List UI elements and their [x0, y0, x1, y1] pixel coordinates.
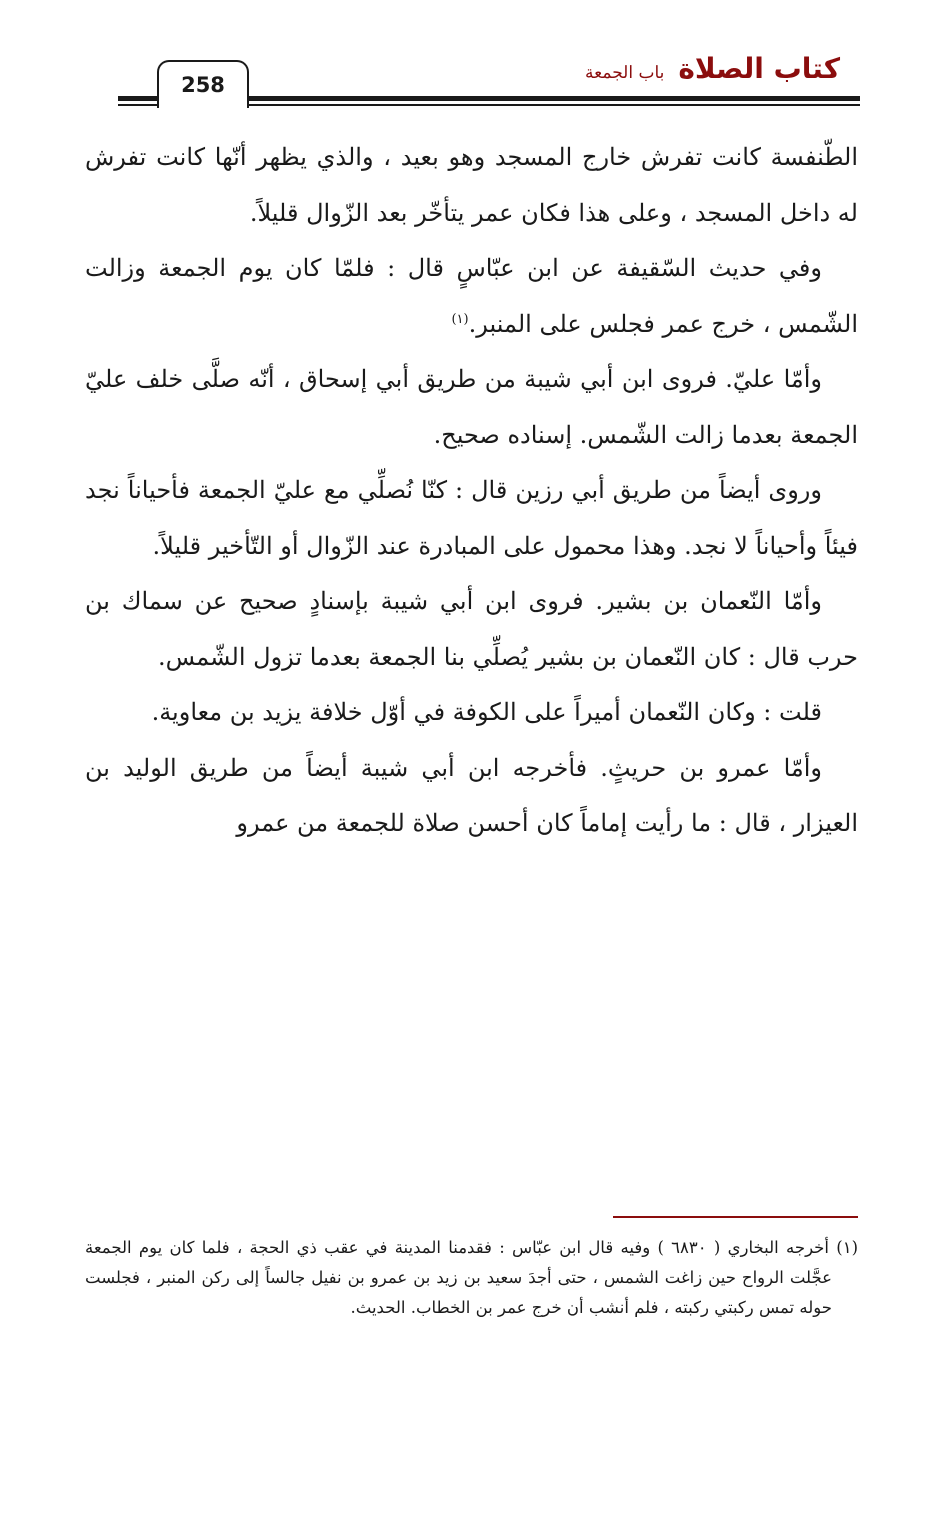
paragraph-6: قلت : وكان النّعمان أميراً على الكوفة في أوّل خلافة يزيد بن معاوية. [151, 698, 822, 726]
page-number: 258 [157, 60, 249, 108]
paragraph-2: وفي حديث السّقيفة عن ابن عبّاسٍ قال : فلمّا كان يوم الجمعة وزالت الشّمس ، خرج عمر فجلس على المنبر.$^{(١)}$ [85, 254, 858, 338]
paragraph-3: وأمّا عليّ. فروى ابن أبي شيبة من طريق أبي إسحاق ، أنّه صلَّى خلف عليّ الجمعة بعدما زالت الشّمس. إسناده صحيح. [85, 365, 858, 449]
paragraph-7: وأمّا عمرو بن حريثٍ. فأخرجه ابن أبي شيبة أيضاً من طريق الوليد بن العيزار ، قال : ما رأيت إماماً كان أحسن صلاة للجمعة من عمرو [85, 753, 858, 837]
main-text [85, 130, 858, 852]
page-header [0, 0, 945, 112]
footnotes [85, 1233, 858, 1323]
footnote-ref: (١) [451, 311, 469, 327]
footnote-separator [613, 1216, 858, 1218]
paragraph-4: وروى أيضاً من طريق أبي رزين قال : كنّا نُصلِّي مع عليّ الجمعة فأحياناً نجد فيئاً وأحياناً لا نجد. وهذا محمول على المبادرة عند الزّوال أو التّأخير قليلاً. [85, 476, 858, 560]
footnote-1: (١) أخرجه البخاري ( ٦٨٣٠ ) وفيه قال ابن عبّاس : فقدمنا المدينة في عقب ذي الحجة ، فلما كان يوم الجمعة عجَّلت الرواح حين زاغت الشمس ، حتى أجدَ سعيد بن زيد بن عمرو بن نفيل جالساً إلى ركن المنبر ، فجلست حوله تمس ركبتي ركبته ، فلم أنشب أن خرج عمر بن الخطاب. الحديث. [85, 1238, 858, 1317]
running-head [585, 52, 840, 85]
chapter-title: باب الجمعة [585, 63, 665, 83]
paragraph-5: وأمّا النّعمان بن بشير. فروى ابن أبي شيبة بإسنادٍ صحيح عن سماك بن حرب قال : كان النّعمان بن بشير يُصلِّي بنا الجمعة بعدما تزول الشّمس. [85, 587, 858, 671]
paragraph-1: الطّنفسة كانت تفرش خارج المسجد وهو بعيد ، والذي يظهر أنّها كانت تفرش له داخل المسجد ، وعلى هذا فكان عمر يتأخّر بعد الزّوال قليلاً. [85, 143, 858, 227]
book-title: كتاب الصلاة [678, 52, 840, 85]
